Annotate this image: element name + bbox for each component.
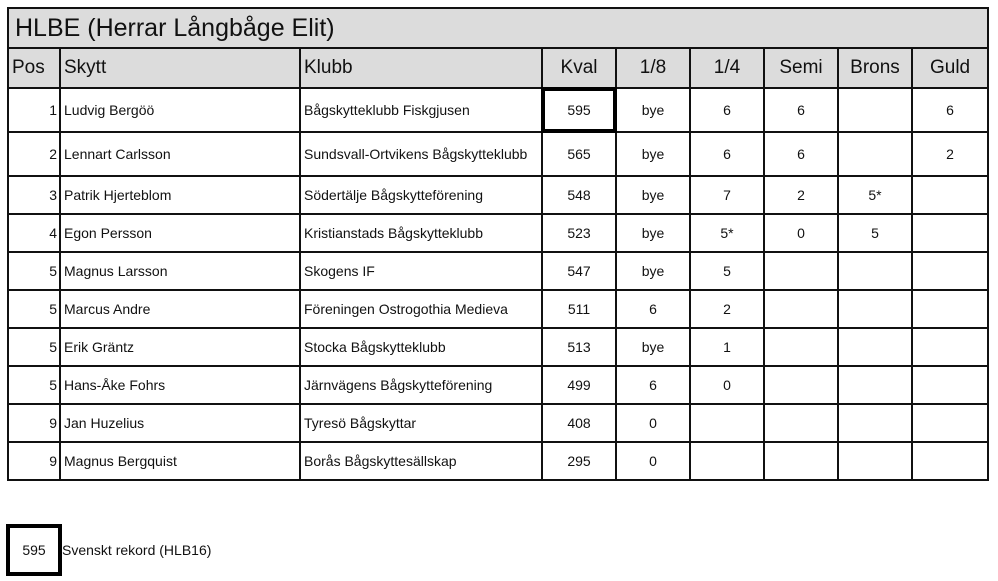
pos-cell: 5 — [8, 252, 60, 290]
col-header-1-8: 1/8 — [616, 48, 690, 88]
bronze-cell — [838, 442, 912, 480]
round-of-8-cell: bye — [616, 252, 690, 290]
name-cell: Erik Gräntz — [60, 328, 300, 366]
bronze-cell — [838, 404, 912, 442]
name-cell: Magnus Bergquist — [60, 442, 300, 480]
club-cell: Skogens IF — [300, 252, 542, 290]
bronze-cell: 5* — [838, 176, 912, 214]
semifinal-cell — [764, 366, 838, 404]
table-row — [8, 252, 988, 290]
club-cell: Södertälje Bågskytteförening — [300, 176, 542, 214]
bronze-cell — [838, 290, 912, 328]
quarterfinal-cell: 6 — [690, 132, 764, 176]
quarterfinal-cell: 2 — [690, 290, 764, 328]
col-header-guld: Guld — [912, 48, 988, 88]
record-legend-value: 595 — [6, 524, 62, 576]
semifinal-cell — [764, 290, 838, 328]
club-cell: Föreningen Ostrogothia Medieva — [300, 290, 542, 328]
club-cell: Stocka Bågskytteklubb — [300, 328, 542, 366]
table-row — [8, 176, 988, 214]
name-cell: Patrik Hjerteblom — [60, 176, 300, 214]
name-cell: Magnus Larsson — [60, 252, 300, 290]
semifinal-cell: 2 — [764, 176, 838, 214]
round-of-8-cell: 6 — [616, 290, 690, 328]
round-of-8-cell: 6 — [616, 366, 690, 404]
semifinal-cell: 0 — [764, 214, 838, 252]
semifinal-cell — [764, 252, 838, 290]
round-of-8-cell: bye — [616, 176, 690, 214]
quarterfinal-cell: 1 — [690, 328, 764, 366]
round-of-8-cell: 0 — [616, 404, 690, 442]
bronze-cell — [838, 132, 912, 176]
bronze-cell — [838, 328, 912, 366]
kval-cell: 295 — [542, 442, 616, 480]
pos-cell: 5 — [8, 290, 60, 328]
gold-cell: 6 — [912, 88, 988, 132]
col-header-1-4: 1/4 — [690, 48, 764, 88]
round-of-8-cell: bye — [616, 328, 690, 366]
name-cell: Hans-Åke Fohrs — [60, 366, 300, 404]
quarterfinal-cell — [690, 404, 764, 442]
kval-cell: 547 — [542, 252, 616, 290]
bronze-cell: 5 — [838, 214, 912, 252]
col-header-semi: Semi — [764, 48, 838, 88]
gold-cell — [912, 366, 988, 404]
name-cell: Marcus Andre — [60, 290, 300, 328]
table-row — [8, 442, 988, 480]
kval-cell: 511 — [542, 290, 616, 328]
kval-cell: 513 — [542, 328, 616, 366]
gold-cell — [912, 176, 988, 214]
gold-cell — [912, 214, 988, 252]
semifinal-cell: 6 — [764, 132, 838, 176]
gold-cell — [912, 404, 988, 442]
club-cell: Tyresö Bågskyttar — [300, 404, 542, 442]
col-header-brons: Brons — [838, 48, 912, 88]
pos-cell: 1 — [8, 88, 60, 132]
name-cell: Egon Persson — [60, 214, 300, 252]
table-row — [8, 88, 988, 132]
club-cell: Kristianstads Bågskytteklubb — [300, 214, 542, 252]
gold-cell: 2 — [912, 132, 988, 176]
kval-cell: 548 — [542, 176, 616, 214]
club-cell: Borås Bågskyttesällskap — [300, 442, 542, 480]
quarterfinal-cell — [690, 442, 764, 480]
quarterfinal-cell: 7 — [690, 176, 764, 214]
pos-cell: 4 — [8, 214, 60, 252]
club-cell: Bågskytteklubb Fiskgjusen — [300, 88, 542, 132]
col-header-klubb: Klubb — [300, 48, 542, 88]
quarterfinal-cell: 0 — [690, 366, 764, 404]
table-row — [8, 366, 988, 404]
club-cell: Sundsvall-Ortvikens Bågskytteklubb — [300, 132, 542, 176]
results-body — [8, 88, 988, 480]
col-header-skytt: Skytt — [60, 48, 300, 88]
name-cell: Ludvig Bergöö — [60, 88, 300, 132]
pos-cell: 9 — [8, 404, 60, 442]
gold-cell — [912, 442, 988, 480]
kval-cell: 499 — [542, 366, 616, 404]
quarterfinal-cell: 6 — [690, 88, 764, 132]
name-cell: Jan Huzelius — [60, 404, 300, 442]
bronze-cell — [838, 252, 912, 290]
pos-cell: 3 — [8, 176, 60, 214]
bronze-cell — [838, 366, 912, 404]
table-row — [8, 132, 988, 176]
kval-cell: 565 — [542, 132, 616, 176]
pos-cell: 2 — [8, 132, 60, 176]
kval-cell: 595 — [542, 88, 616, 132]
round-of-8-cell: bye — [616, 214, 690, 252]
gold-cell — [912, 252, 988, 290]
semifinal-cell: 6 — [764, 88, 838, 132]
kval-cell: 523 — [542, 214, 616, 252]
bronze-cell — [838, 88, 912, 132]
round-of-8-cell: 0 — [616, 442, 690, 480]
table-row — [8, 328, 988, 366]
table-row — [8, 404, 988, 442]
pos-cell: 9 — [8, 442, 60, 480]
quarterfinal-cell: 5* — [690, 214, 764, 252]
table-row — [8, 214, 988, 252]
col-header-pos: Pos — [8, 48, 60, 88]
gold-cell — [912, 328, 988, 366]
record-legend-text: Svenskt rekord (HLB16) — [62, 542, 212, 558]
round-of-8-cell: bye — [616, 132, 690, 176]
semifinal-cell — [764, 404, 838, 442]
gold-cell — [912, 290, 988, 328]
pos-cell: 5 — [8, 328, 60, 366]
name-cell: Lennart Carlsson — [60, 132, 300, 176]
club-cell: Järnvägens Bågskytteförening — [300, 366, 542, 404]
table-row — [8, 290, 988, 328]
table-title: HLBE (Herrar Långbåge Elit) — [8, 8, 988, 48]
col-header-kval: Kval — [542, 48, 616, 88]
semifinal-cell — [764, 328, 838, 366]
kval-cell: 408 — [542, 404, 616, 442]
results-table — [7, 7, 989, 481]
semifinal-cell — [764, 442, 838, 480]
pos-cell: 5 — [8, 366, 60, 404]
quarterfinal-cell: 5 — [690, 252, 764, 290]
record-legend — [6, 524, 606, 574]
round-of-8-cell: bye — [616, 88, 690, 132]
